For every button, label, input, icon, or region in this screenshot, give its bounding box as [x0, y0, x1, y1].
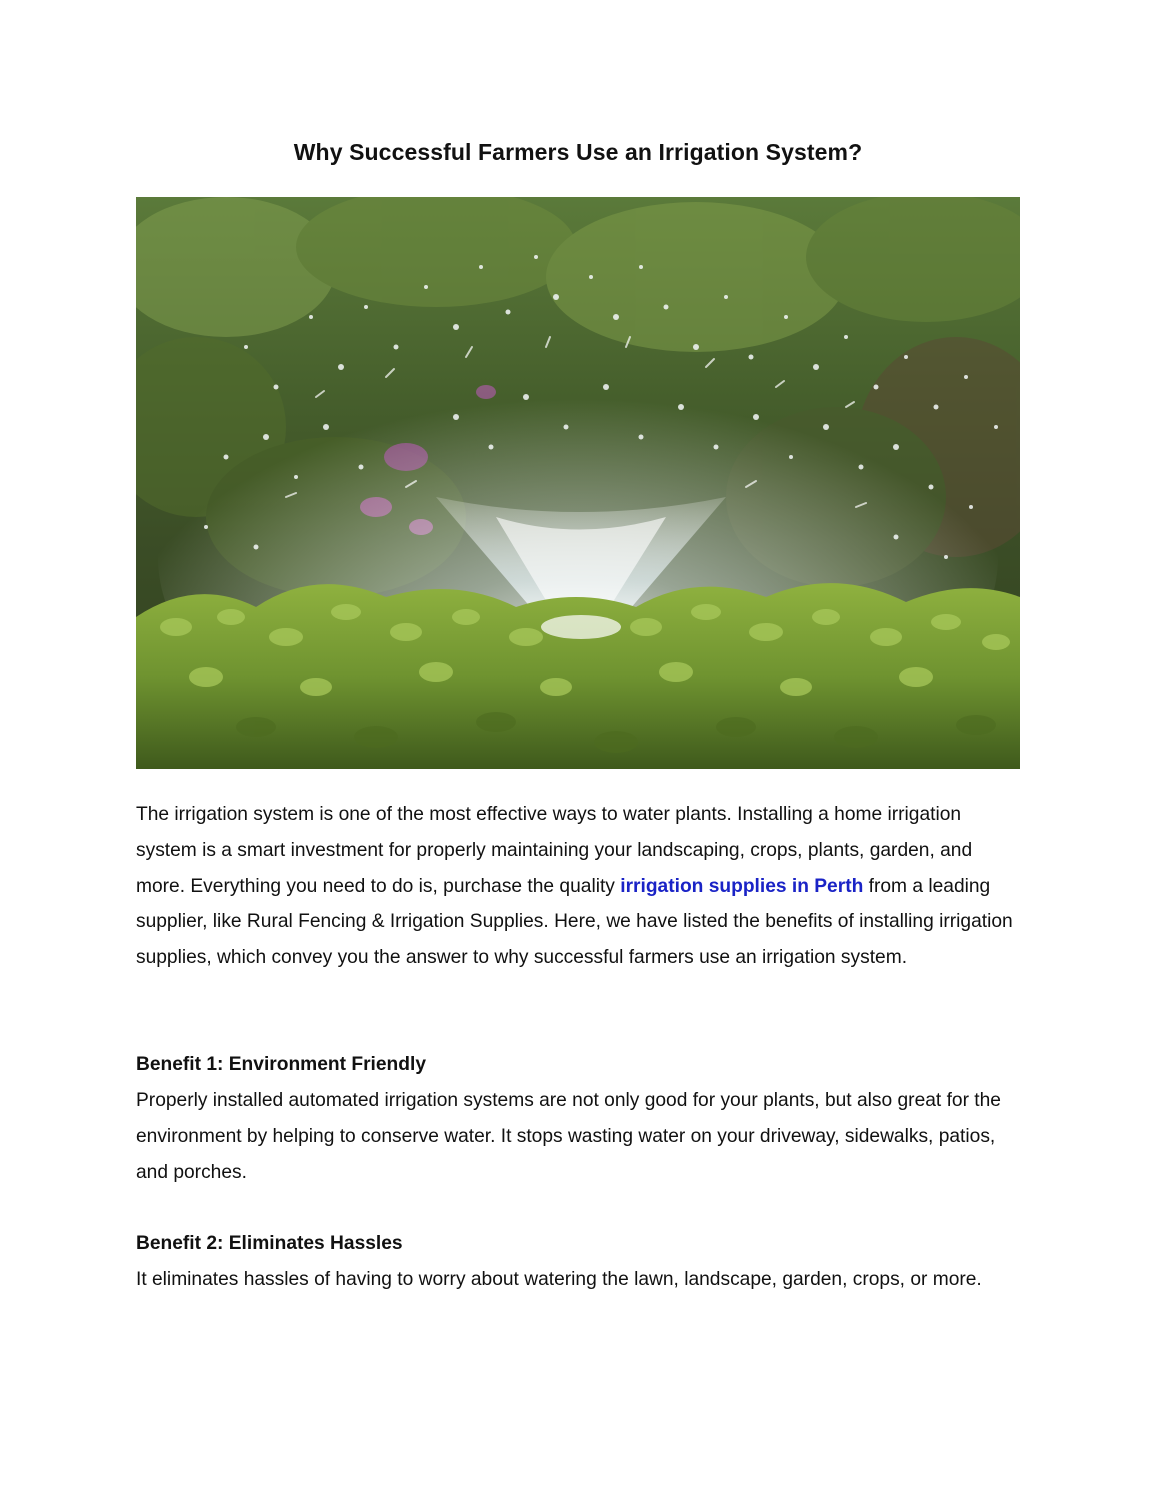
intro-text-before: The irrigation system is one of the most effective ways to water plants. Installing a home irrigation system is a smart investment for properly maintaining your landscaping, crops, plants, garden, and more. Everything you need to do is, purchase the quality — [136, 804, 973, 897]
document-title: Why Successful Farmers Use an Irrigation System? — [293, 139, 863, 165]
irrigation-supplies-link[interactable]: irrigation supplies in Perth — [620, 875, 864, 897]
benefit-2-text: It eliminates hassles of having to worry about watering the lawn, landscape, garden, crops, or more. — [136, 1269, 982, 1290]
intro-text-after: from a leading supplier, like Rural Fencing & Irrigation Supplies. Here, we have listed the benefits of installing irrigation supplies, which convey you the answer to why successful farmers use an irrigation system. — [136, 875, 1013, 969]
benefit-1-text: Properly installed automated irrigation systems are not only good for your plants, but also great for the environment by helping to conserve water. It stops wasting water on your driveway, sidewalks, patios, and porches. — [136, 1090, 1001, 1183]
sprinkler-photo — [136, 197, 1020, 769]
benefit-2-heading: Benefit 2: Eliminates Hassles — [136, 1233, 403, 1254]
benefit-1-heading: Benefit 1: Environment Friendly — [136, 1054, 426, 1075]
intro-paragraph — [136, 797, 1020, 976]
